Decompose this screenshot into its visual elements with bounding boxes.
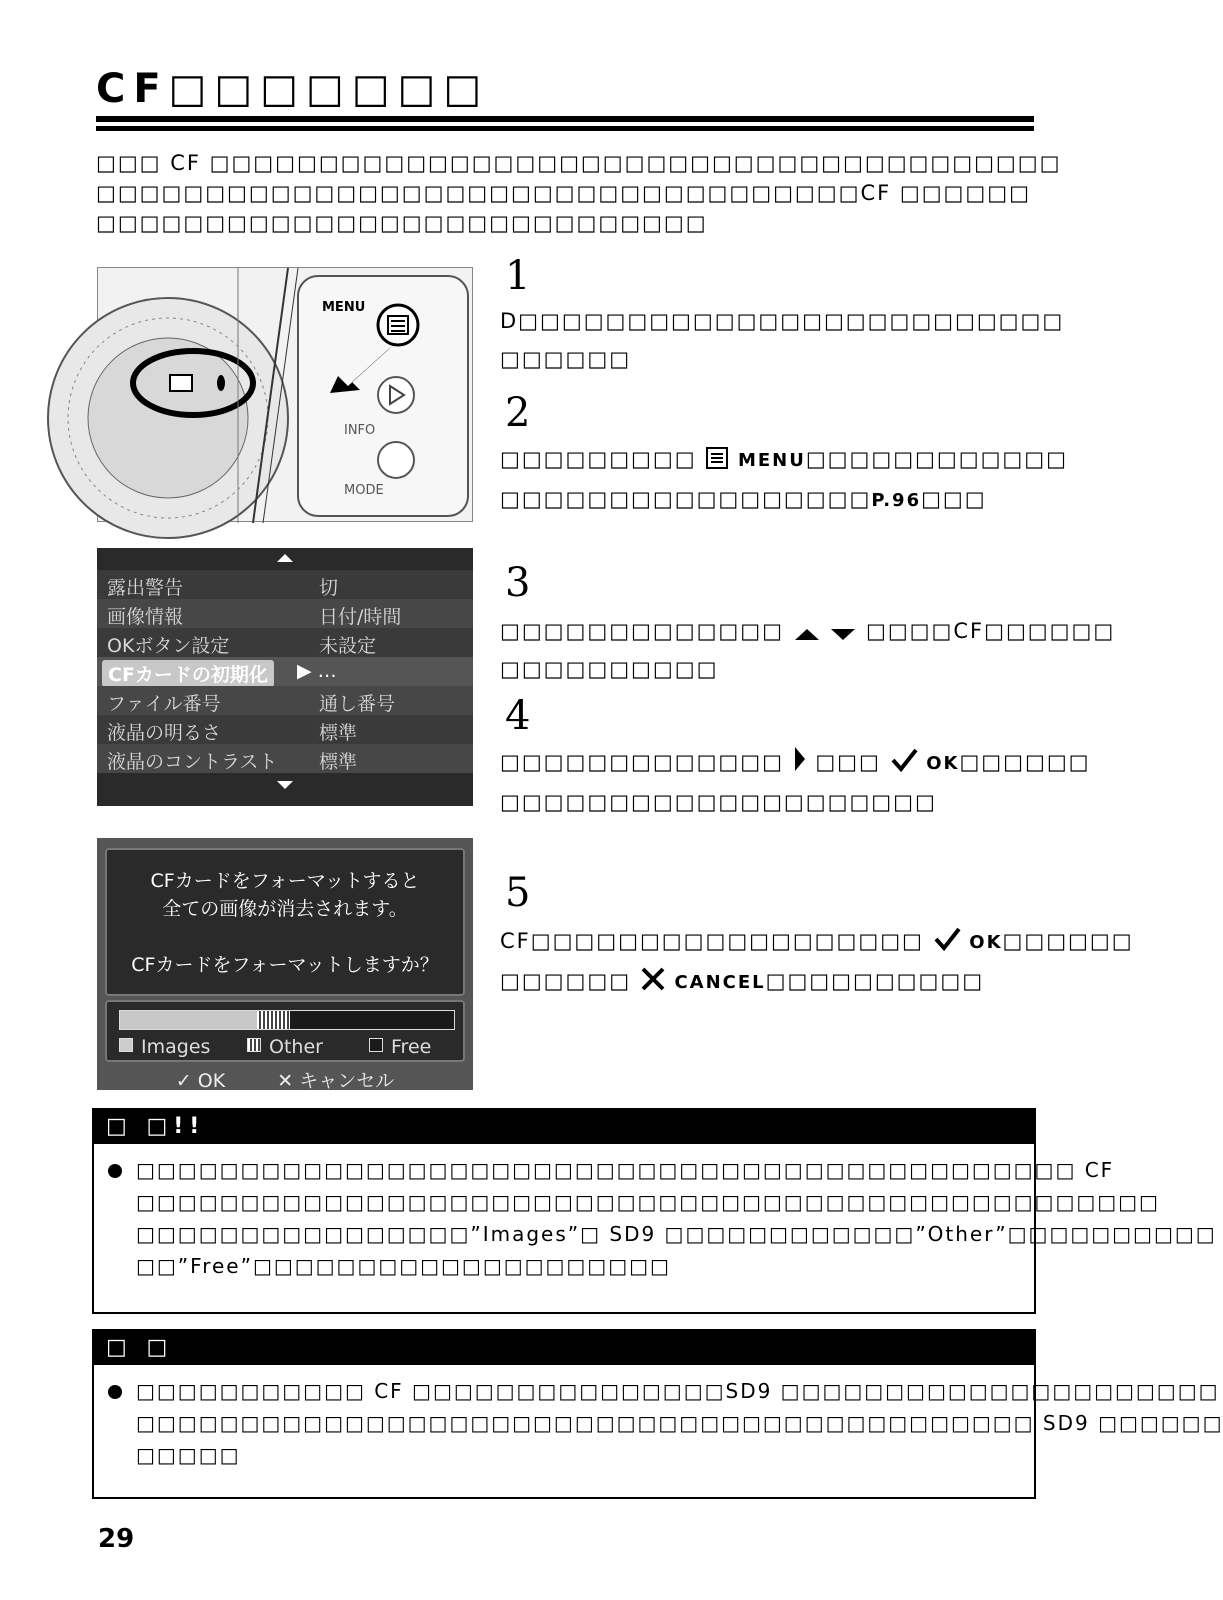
menu-list-icon (705, 446, 729, 470)
menu-item (97, 744, 473, 773)
menu-item (97, 599, 473, 628)
legend-free (369, 1036, 431, 1058)
intro-line: □□□ CF □□□□□□□□□□□□□□□□□□□□□□□□□□□□□□□□□□□□□□□ (96, 151, 1062, 175)
arrow-up-icon (97, 548, 473, 570)
menu-item-label: CFカードの初期化 (102, 660, 274, 687)
page-title: CF□□□□□□□ (96, 66, 490, 112)
checkmark-icon (890, 747, 918, 773)
step-number: 5 (505, 870, 531, 916)
step-line: □□□□□□□□□□ (500, 657, 719, 681)
step-line: □□□□□□□□□□□□□ (500, 619, 784, 643)
page-reference: P.96 (871, 490, 922, 511)
step-line: □□□□□□ (1002, 929, 1134, 953)
arrow-down-icon (97, 773, 473, 806)
menu-item-value: 切 (319, 577, 339, 599)
step-line: □□□□□□□□□ (500, 447, 697, 471)
cross-icon (640, 966, 666, 992)
step-number: 2 (505, 390, 531, 436)
intro-paragraph (96, 148, 1062, 238)
step-number: 1 (505, 253, 531, 299)
menu-item-label: 露出警告 (107, 577, 184, 599)
storage-usage-area (105, 1000, 465, 1062)
step-line: □□□□□□□□□□ (765, 969, 985, 993)
cancel-button-ref: CANCEL (674, 972, 766, 993)
step-1-text (500, 302, 1065, 378)
dialog-line: CFカードをフォーマットしますか？ (131, 954, 439, 976)
menu-item (97, 628, 473, 657)
page-number: 29 (98, 1524, 135, 1554)
camera-dial-drawing (98, 268, 474, 523)
menu-scroll-up (97, 548, 473, 570)
menu-item (97, 570, 473, 599)
intro-line: □□□□□□□□□□□□□□□□□□□□□□□□□□□□ (96, 211, 708, 235)
info-button-label: INFO (344, 423, 376, 438)
dialog-line: CFカードをフォーマットすると (150, 870, 420, 892)
arrow-right-icon (793, 745, 807, 773)
bullet-icon (108, 1385, 122, 1399)
dialog-message-box (105, 848, 465, 996)
step-line: □□□ (921, 487, 987, 511)
dialog-ok-button[interactable]: ✓ OK (175, 1070, 226, 1092)
step-line: D□□□□□□□□□□□□□□□□□□□□□□□□□ (500, 309, 1065, 333)
arrow-down-icon (829, 626, 857, 642)
storage-images-segment (120, 1011, 257, 1029)
menu-item-label: 画像情報 (107, 606, 184, 628)
step-line: □□□□□□□□□□□□□□□□□□□□ (500, 790, 937, 814)
caution-line: □□□□□□□□□□□□□□□□□□□□□□□□□□□□□□□□□□□□□□□□□□□□□ CF (136, 1158, 1115, 1182)
menu-item-selected (97, 657, 473, 686)
step-line: □□□□□□ (959, 750, 1091, 774)
menu-item-label: 液晶のコントラスト (107, 751, 278, 773)
memo-box (92, 1329, 1223, 1499)
step-line: □□□□□□□□□□□□ (805, 447, 1068, 471)
menu-scroll-down (97, 773, 473, 806)
ok-button-ref: OK (969, 932, 1003, 953)
step-number: 3 (505, 560, 531, 606)
legend-swatch-icon (119, 1038, 133, 1052)
camera-back-illustration (97, 267, 473, 522)
step-4-text (500, 743, 1091, 821)
step-number: 4 (505, 693, 531, 739)
menu-item-label: ファイル番号 (107, 693, 221, 715)
step-line: □□□□□□ (500, 969, 632, 993)
menu-button-ref: MENU (737, 450, 806, 471)
menu-item-value: ▶ … (297, 660, 337, 682)
menu-button-label: MENU (322, 300, 366, 315)
step-line: □□□□□□□□□□□□□□□□□ (500, 487, 872, 511)
menu-item-label: 液晶の明るさ (107, 722, 222, 744)
bullet-icon (108, 1164, 122, 1178)
step-line: □□□□□□ (500, 347, 632, 371)
memo-line: □□□□□ (136, 1443, 241, 1467)
caution-line: □□□□□□□□□□□□□□□□”Images”□ SD9 □□□□□□□□□□□□”Other”□□□□□□□□□□ (136, 1222, 1217, 1246)
memo-heading: □ □ (94, 1331, 1034, 1365)
dialog-buttons (97, 1066, 473, 1093)
arrow-up-icon (793, 626, 821, 642)
caution-box (92, 1108, 1217, 1314)
menu-item-label: OKボタン設定 (107, 635, 230, 657)
mode-button-label: MODE (344, 483, 384, 498)
menu-item-value: 未設定 (319, 635, 377, 657)
menu-item-value: 標準 (319, 751, 358, 773)
memo-line: □□□□□□□□□□□ CF □□□□□□□□□□□□□□□SD9 □□□□□□□□□□□□□□□□□□□□□ (136, 1379, 1220, 1403)
step-line: □□□□CF□□□□□□ (866, 619, 1116, 643)
dialog-cancel-button[interactable]: ✕ キャンセル (277, 1070, 395, 1092)
format-dialog-image (97, 838, 473, 1090)
ok-button-ref: OK (926, 753, 960, 774)
step-3-text (500, 612, 1116, 688)
intro-line: □□□□□□□□□□□□□□□□□□□□□□□□□□□□□□□□□□□CF □□□□□□ (96, 181, 1031, 205)
legend-images (119, 1036, 210, 1058)
step-2-text (500, 440, 1068, 520)
dialog-line: 全ての画像が消去されます。 (162, 898, 408, 920)
step-line: CF□□□□□□□□□□□□□□□□□□ (500, 929, 924, 953)
storage-usage-bar (119, 1010, 455, 1030)
legend-other (247, 1036, 323, 1058)
legend-swatch-icon (369, 1038, 383, 1052)
step-line: □□□ (815, 750, 881, 774)
menu-item-value: 通し番号 (319, 693, 396, 715)
caution-line: □□□□□□□□□□□□□□□□□□□□□□□□□□□□□□□□□□□□□□□□□□□□□□□□□ (136, 1190, 1160, 1214)
checkmark-icon (933, 926, 961, 952)
storage-other-segment (257, 1011, 290, 1029)
caution-heading: □ □!! (94, 1110, 1034, 1144)
menu-item-value: 日付/時間 (319, 606, 402, 628)
menu-item (97, 715, 473, 744)
legend-label: Other (269, 1036, 323, 1058)
menu-item-value: 標準 (319, 722, 358, 744)
title-rule-thin (96, 126, 1034, 131)
title-rule-thick (96, 116, 1034, 122)
caution-body (94, 1144, 1217, 1292)
caution-line: □□”Free”□□□□□□□□□□□□□□□□□□□□ (136, 1254, 671, 1278)
legend-label: Images (141, 1036, 211, 1058)
memo-body (94, 1365, 1223, 1481)
step-5-text (500, 922, 1134, 1002)
legend-swatch-icon (247, 1038, 261, 1052)
step-line: □□□□□□□□□□□□□ (500, 750, 784, 774)
menu-screen-image (97, 548, 473, 806)
menu-item (97, 686, 473, 715)
legend-label: Free (391, 1036, 432, 1058)
memo-line: □□□□□□□□□□□□□□□□□□□□□□□□□□□□□□□□□□□□□□□□□□□ SD9 □□□□□□ (136, 1411, 1223, 1435)
